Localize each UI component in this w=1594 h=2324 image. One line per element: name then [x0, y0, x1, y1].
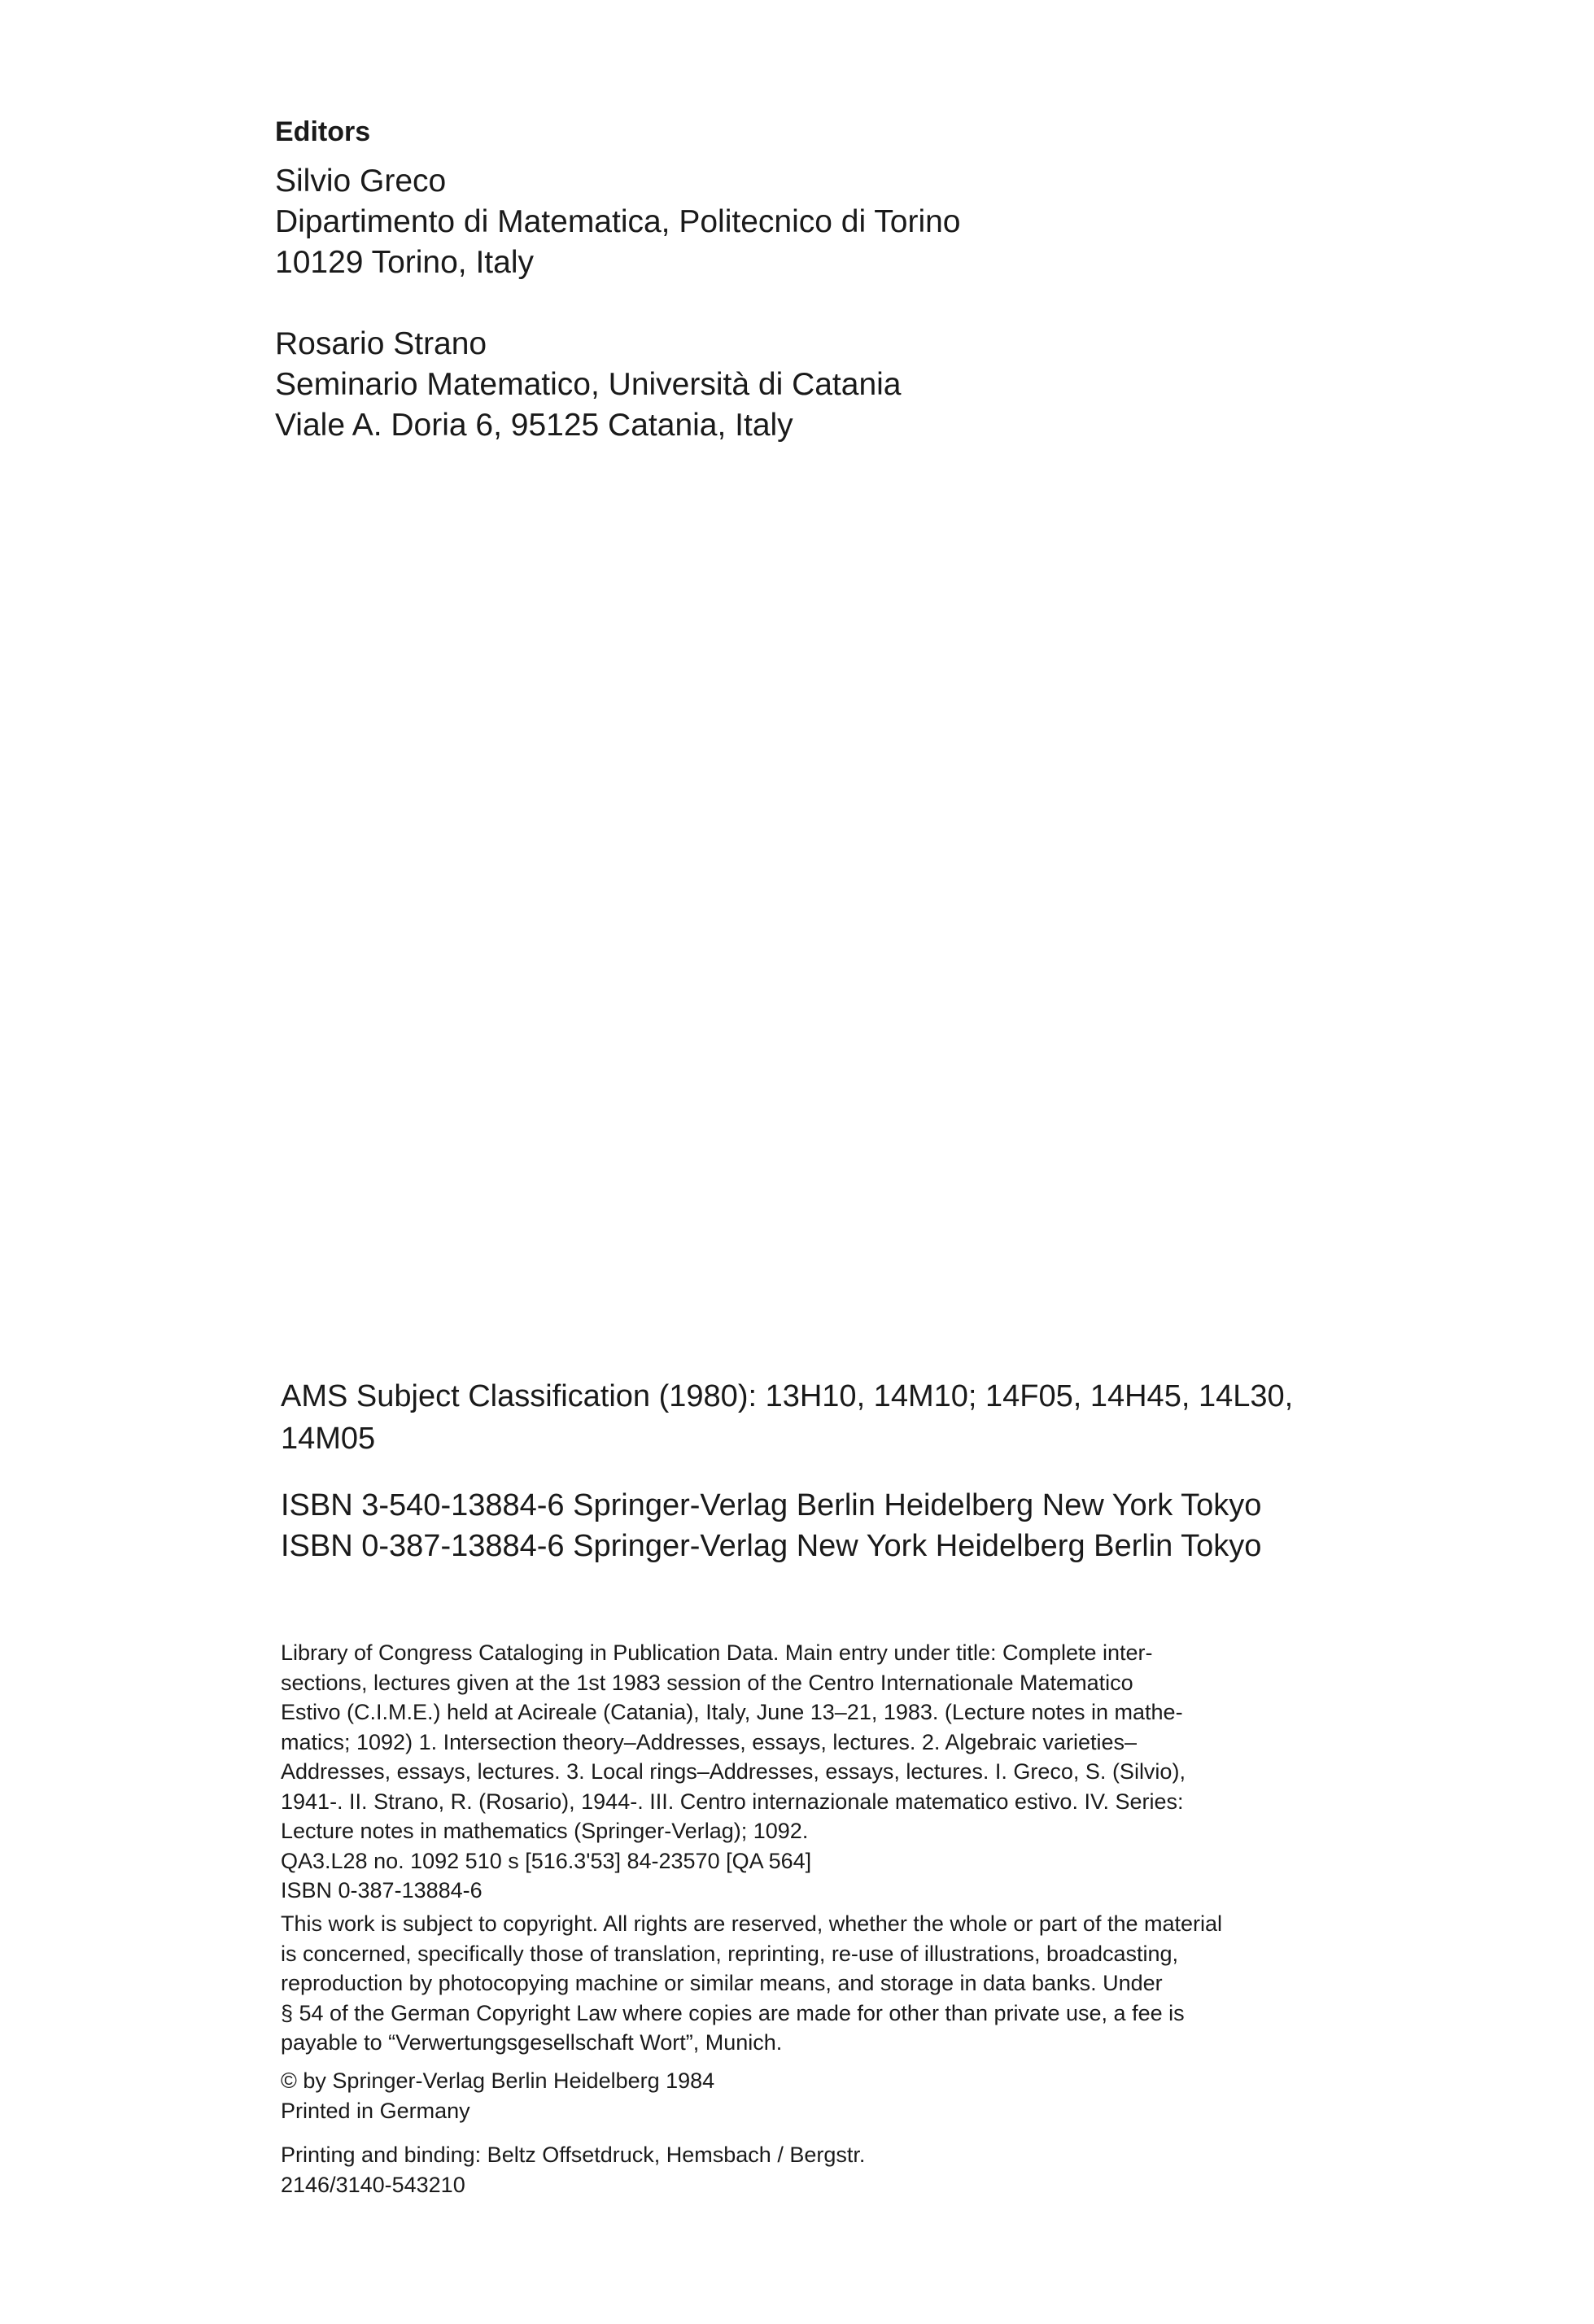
ams-line: 14M05 — [281, 1422, 376, 1456]
cip-line: Addresses, essays, lectures. 3. Local rings–Addresses, essays, lectures. I. Greco, S. (Silvio), — [281, 1759, 1186, 1784]
isbn-line: ISBN 0-387-13884-6 Springer-Verlag New York Heidelberg Berlin Tokyo — [281, 1529, 1262, 1563]
editor-address: Viale A. Doria 6, 95125 Catania, Italy — [275, 408, 793, 443]
copyright-line: § 54 of the German Copyright Law where copies are made for other than private use, a fee is — [281, 2000, 1185, 2025]
copyright-line: is concerned, specifically those of translation, reprinting, re-use of illustrations, broadcasting, — [281, 1941, 1179, 1966]
printing-binding: Printing and binding: Beltz Offsetdruck, Hemsbach / Bergstr. — [281, 2143, 866, 2167]
editors-section — [275, 114, 1414, 487]
ams-classification — [281, 1375, 1322, 1460]
editor-name: Rosario Strano — [275, 326, 487, 361]
cip-data — [281, 1638, 1322, 1906]
editor-affiliation: Seminario Matematico, Università di Catania — [275, 367, 902, 402]
editor-greco — [275, 161, 1414, 283]
cip-line: QA3.L28 no. 1092 510 s [516.3'53] 84-23570 [QA 564] — [281, 1848, 812, 1873]
cip-line: Lecture notes in mathematics (Springer-Verlag); 1092. — [281, 1819, 809, 1843]
editors-heading: Editors — [275, 116, 371, 147]
cip-line: Estivo (C.I.M.E.) held at Acireale (Catania), Italy, June 13–21, 1983. (Lecture notes in mathe- — [281, 1700, 1183, 1724]
cip-line: ISBN 0-387-13884-6 — [281, 1878, 483, 1902]
copyright-statement — [281, 1909, 1322, 2058]
editor-name: Silvio Greco — [275, 164, 447, 199]
printed-in: Printed in Germany — [281, 2098, 470, 2123]
editor-affiliation: Dipartimento di Matematica, Politecnico di Torino — [275, 204, 961, 239]
copyright-line: This work is subject to copyright. All rights are reserved, whether the whole or part of the material — [281, 1911, 1223, 1936]
editor-address: 10129 Torino, Italy — [275, 245, 534, 280]
print-code: 2146/3140-543210 — [281, 2172, 465, 2197]
isbn-line: ISBN 3-540-13884-6 Springer-Verlag Berlin Heidelberg New York Tokyo — [281, 1488, 1262, 1522]
cip-line: Library of Congress Cataloging in Publication Data. Main entry under title: Complete inter- — [281, 1640, 1153, 1665]
copyright-holder: © by Springer-Verlag Berlin Heidelberg 1984 — [281, 2068, 715, 2093]
ams-line: AMS Subject Classification (1980): 13H10, 14M10; 14F05, 14H45, 14L30, — [281, 1379, 1294, 1413]
editor-strano — [275, 324, 1414, 446]
printing-info — [281, 2140, 1322, 2200]
cip-line: sections, lectures given at the 1st 1983 session of the Centro Internationale Matematico — [281, 1670, 1133, 1695]
cip-line: matics; 1092) 1. Intersection theory–Addresses, essays, lectures. 2. Algebraic varieties– — [281, 1729, 1138, 1754]
copyright-notice — [281, 2066, 1322, 2125]
isbn-section — [281, 1485, 1339, 1566]
copyright-line: payable to “Verwertungsgesellschaft Wort”, Munich. — [281, 2030, 783, 2055]
cip-line: 1941-. II. Strano, R. (Rosario), 1944-. III. Centro internazionale matematico estivo. IV. Series: — [281, 1789, 1184, 1814]
copyright-line: reproduction by photocopying machine or similar means, and storage in data banks. Under — [281, 1971, 1163, 1995]
